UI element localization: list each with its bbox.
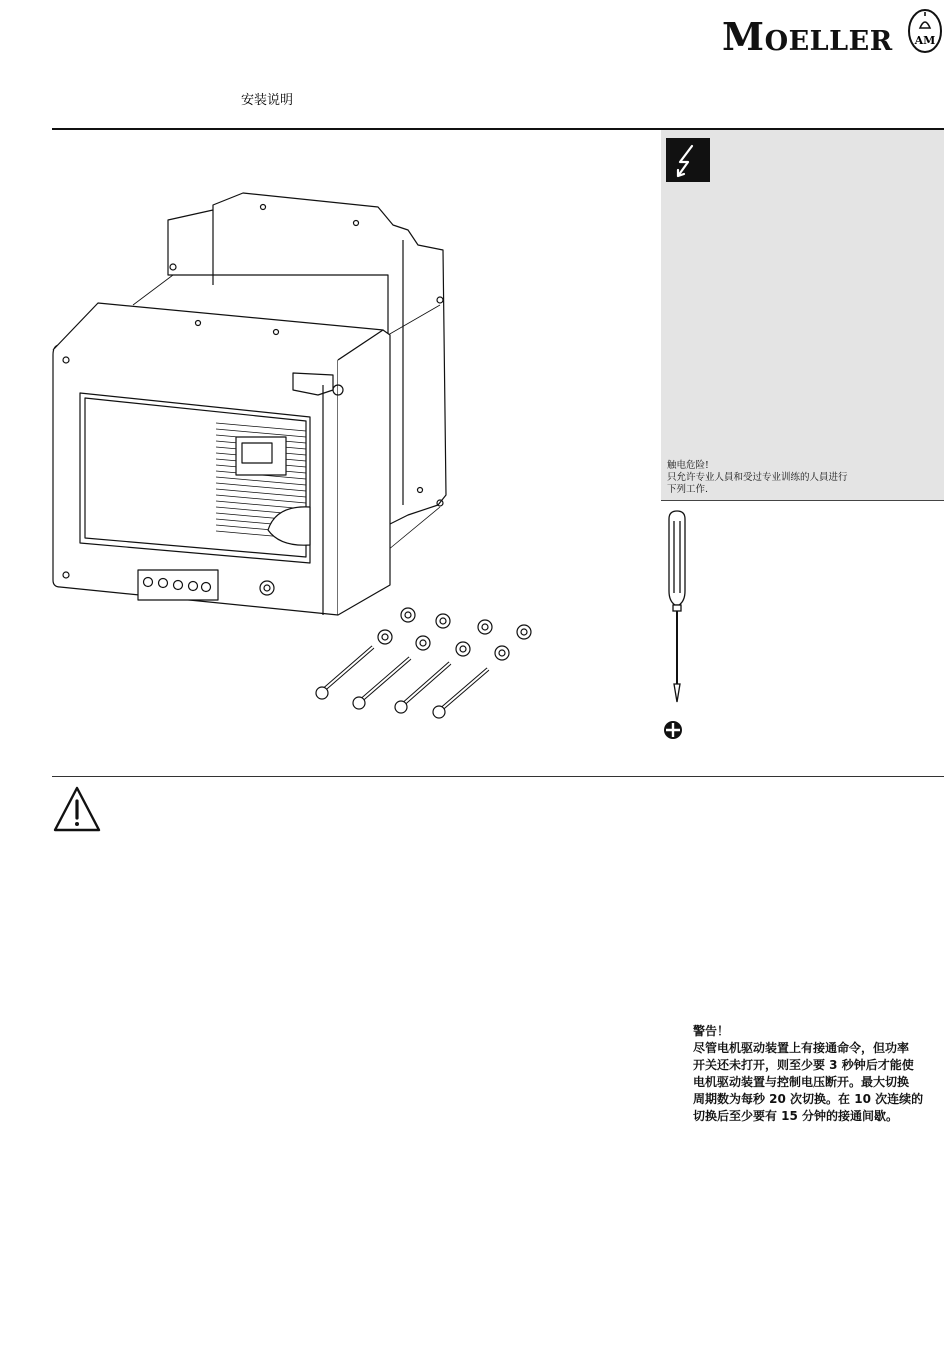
document-title: 安装说明 (241, 93, 294, 108)
danger-text (667, 460, 848, 496)
warning-line: 周期数为每秒 20 次切换。在 10 次连续的 (693, 1092, 924, 1106)
warning-line: 尽管电机驱动装置上有接通命令，但功率 (693, 1041, 910, 1055)
lightning-icon (666, 138, 710, 182)
brand-wordmark (722, 14, 893, 59)
required-tools (661, 505, 944, 745)
warning-title: 警告！ (693, 1024, 730, 1038)
electric-shock-panel (661, 130, 944, 501)
warning-line: 切换后至少要有 15 分钟的接通间歇。 (693, 1109, 899, 1123)
warning-line: 开关还未打开，则至少要 3 秒钟后才能使 (693, 1058, 914, 1072)
brand-initial: M (722, 14, 765, 59)
brand-seal-icon (906, 6, 944, 54)
brand-logo (722, 6, 944, 59)
danger-line-2: 只允许专业人員和受过专业训练的人員进行 (667, 472, 848, 483)
phillips-bit-icon (663, 720, 683, 740)
lightning-badge (666, 138, 710, 182)
seal-letters: AM (914, 34, 936, 47)
warning-line: 电机驱动装置与控制电压断开。最大切换 (693, 1075, 910, 1089)
brand-rest: OELLER (764, 26, 893, 57)
screwdriver-icon (661, 509, 701, 709)
warning-note (693, 1023, 945, 1125)
warning-triangle-icon (52, 785, 102, 833)
danger-line-3: 下列工作. (667, 484, 709, 495)
danger-line-1: 触电危险! (667, 460, 709, 471)
product-illustration (48, 185, 608, 725)
section-rule (52, 776, 944, 777)
